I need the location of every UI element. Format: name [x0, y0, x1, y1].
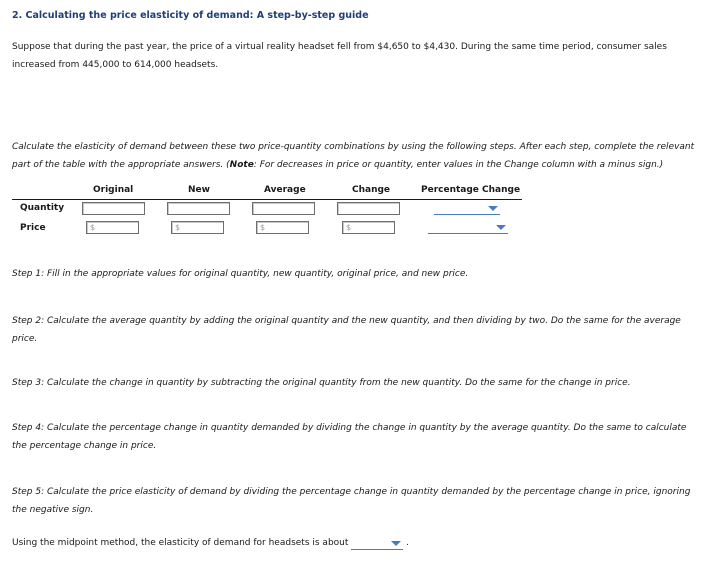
header-rule — [12, 199, 522, 200]
header-original: Original — [93, 185, 134, 195]
intro-paragraph: Suppose that during the past year, the price of a virtual reality headset fell from $4,650 to $4,430. During the same time period, consumer sales increased from 445,000 to 614,000 headsets. — [12, 42, 667, 70]
final-question: Using the midpoint method, the elasticity of demand for headsets is about — [12, 538, 349, 548]
original-quantity-input[interactable] — [82, 202, 145, 215]
header-percentage-change: Percentage Change — [421, 185, 521, 195]
dollar-prefix: $ — [175, 223, 181, 232]
step-1: Step 1: Fill in the appropriate values for original quantity, new quantity, original price, and new price. — [12, 269, 469, 279]
new-price-input[interactable] — [171, 221, 224, 234]
chevron-down-icon — [488, 206, 498, 211]
chevron-down-icon — [496, 225, 506, 230]
header-new: New — [188, 185, 210, 195]
average-price-input[interactable] — [256, 221, 309, 234]
change-price-input[interactable] — [342, 221, 395, 234]
instructions-note: : For decreases in price or quantity, enter values in the Change column with a minus sign.) — [253, 160, 664, 170]
dollar-prefix: $ — [260, 223, 266, 232]
page-title: 2. Calculating the price elasticity of demand: A step-by-step guide — [12, 10, 369, 21]
note-label: Note — [229, 160, 254, 170]
price-percentage-dropdown[interactable] — [428, 221, 508, 234]
step-4: Step 4: Calculate the percentage change in quantity demanded by dividing the change in quantity by the average quantity. Do the same to calculate the percentage change in price. — [12, 423, 687, 451]
quantity-percentage-dropdown[interactable] — [434, 202, 500, 215]
change-quantity-input[interactable] — [337, 202, 400, 215]
dollar-prefix: $ — [90, 223, 96, 232]
average-quantity-input[interactable] — [252, 202, 315, 215]
row-label-quantity: Quantity — [20, 203, 65, 213]
dollar-prefix: $ — [346, 223, 352, 232]
new-quantity-input[interactable] — [167, 202, 230, 215]
step-5: Step 5: Calculate the price elasticity of demand by dividing the percentage change in quantity demanded by the percentage change in price, ignoring the negative sign. — [12, 487, 691, 515]
step-2: Step 2: Calculate the average quantity by adding the original quantity and the new quantity, and then dividing by two. Do the same for the average price. — [12, 316, 681, 344]
row-label-price: Price — [20, 223, 46, 233]
final-period: . — [406, 538, 409, 548]
instructions-main: Calculate the elasticity of demand between these two price-quantity combinations by using the following steps. After each step, complete the relevant part of the table with the appropriate answers. ( — [12, 142, 695, 170]
original-price-input[interactable] — [86, 221, 139, 234]
elasticity-dropdown[interactable] — [351, 537, 403, 550]
instructions — [12, 138, 707, 174]
chevron-down-icon — [391, 541, 401, 546]
step-3: Step 3: Calculate the change in quantity by subtracting the original quantity from the new quantity. Do the same for the change in price. — [12, 378, 631, 388]
header-change: Change — [352, 185, 391, 195]
header-average: Average — [264, 185, 306, 195]
